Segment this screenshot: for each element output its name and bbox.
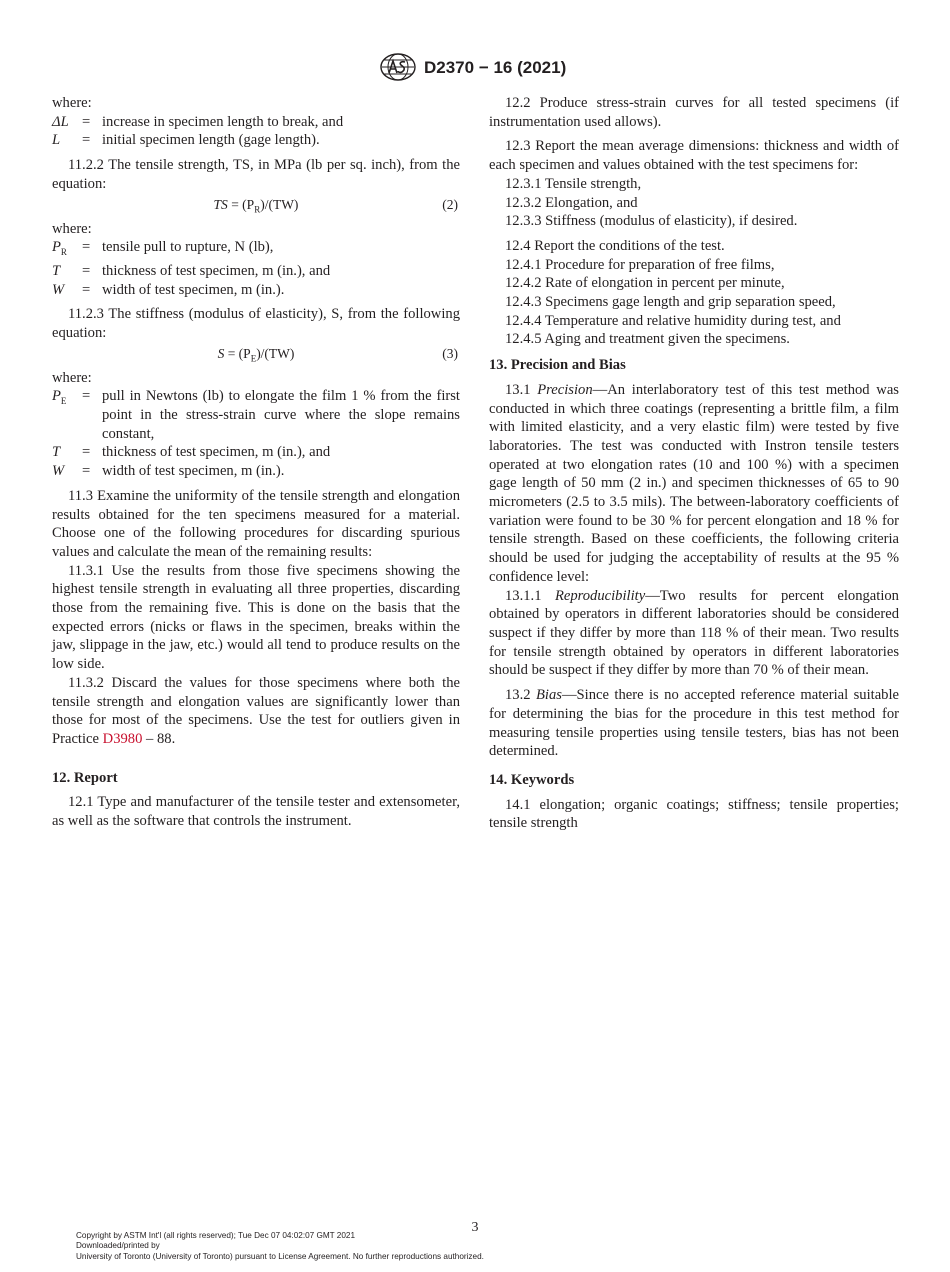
equals: =: [82, 113, 91, 130]
equals: =: [82, 262, 91, 279]
paragraph-13-1-1: 13.1.1 Reproducibility—Two results for percent elongation obtained by operators in different laboratories should be considered suspect if they differ by more than 118 % of their mean. Two results for tensile strength obtained by operators in different laboratories should be suspect if they differ by more than 70 % of their mean.: [489, 587, 899, 679]
symbol: W: [52, 463, 65, 480]
list-item: 12.3.1 Tensile strength,: [505, 175, 642, 192]
paragraph-13-1: 13.1 Precision—An interlaboratory test of this test method was conducted in which three coatings (representing a brittle film, a film with limited elasticity, and a very elastic film) were tested by five laboratories. The test was conducted with Instron tensile testers operated at two elongation rates (10 and 100 %) with a specimen gage length of 50 mm (2 in.) and specimen thicknesses of 65 to 90 micrometers (2.5 to 3.5 mils). The between-laboratory coefficients of variation were found to be 30 % for percent elongation and 18 % for tensile strength. Based on these coefficients, the following criteria should be used for judging the acceptability of results at the 95 % confidence level:: [489, 381, 899, 585]
paragraph-11-2-3: 11.2.3 The stiffness (modulus of elasticity), S, from the following equation:: [52, 306, 460, 341]
symbol: W: [52, 281, 65, 298]
copyright-notice: [76, 1231, 484, 1262]
where-label: where:: [52, 369, 92, 386]
definition-list: [52, 387, 460, 481]
equals: =: [82, 388, 91, 405]
left-column: [52, 94, 460, 831]
paragraph-11-3: 11.3 Examine the uniformity of the tensile strength and elongation results obtained for the ten specimens measured for a material. Choose one of the following procedures for discarding spurious values and calculate the mean of the remaining results:: [52, 487, 460, 560]
definition-text: width of test specimen, m (in.).: [102, 463, 285, 480]
license-line: University of Toronto (University of Toronto) pursuant to License Agreement. No further reproductions authorized.: [76, 1251, 484, 1261]
list-item: 12.4.1 Procedure for preparation of free films,: [505, 256, 775, 273]
definition-list: [52, 113, 460, 150]
paragraph-12-2: 12.2 Produce stress-strain curves for all tested specimens (if instrumentation used allows).: [489, 95, 899, 130]
list-item: 12.4.2 Rate of elongation in percent per minute,: [505, 275, 785, 292]
section-heading-13: 13. Precision and Bias: [489, 357, 626, 374]
definition-text: thickness of test specimen, m (in.), and: [102, 262, 331, 279]
paragraph-14-1: 14.1 elongation; organic coatings; stiffness; tensile properties; tensile strength: [489, 796, 899, 832]
definition-item: [52, 238, 460, 262]
where-label: where:: [52, 220, 92, 237]
paragraph-12-4: 12.4 Report the conditions of the test.: [505, 237, 725, 254]
definition-item: [52, 443, 460, 462]
section-heading-12: 12. Report: [52, 769, 118, 786]
paragraph-11-3-1: 11.3.1 Use the results from those five specimens showing the highest tensile strength in evaluating all three properties, discarding those from the remaining five. This is done on the basis that the expected errors (nicks or flaws in the specimen, breaks within the jaw, slippage in the jaw, etc.) would all tend to produce results on the low side.: [52, 562, 460, 673]
equals: =: [82, 132, 91, 149]
paragraph-11-2-2: 11.2.2 The tensile strength, TS, in MPa (lb per sq. inch), from the equation:: [52, 157, 460, 192]
definition-text: tensile pull to rupture, N (lb),: [102, 239, 274, 256]
download-line: Downloaded/printed by: [76, 1241, 160, 1251]
paragraph-12-3: 12.3 Report the mean average dimensions: thickness and width of each specimen and values obtained with the test specimens for:: [489, 138, 899, 174]
definition-item: [52, 113, 460, 132]
list-item: 12.4.4 Temperature and relative humidity during test, and: [505, 312, 841, 329]
where-label: where:: [52, 95, 92, 111]
page-number: 3: [471, 1220, 479, 1235]
equals: =: [82, 463, 91, 480]
symbol: ΔL: [52, 113, 69, 130]
symbol: $P_E$: [52, 388, 67, 407]
equals: =: [82, 444, 91, 461]
definition-list: [52, 238, 460, 299]
definition-text: thickness of test specimen, m (in.), and: [102, 444, 331, 461]
definition-text: increase in specimen length to break, and: [102, 113, 344, 130]
list-item: 12.3.2 Elongation, and: [505, 194, 638, 211]
definition-item: [52, 281, 460, 300]
definition-text: pull in Newtons (lb) to elongate the film 1 % from the first point in the stress-strain curve where the slope remains constant,: [102, 388, 460, 442]
paragraph-13-2: 13.2 Bias—Since there is no accepted reference material suitable for determining the bias for the procedure in this test method for measuring tensile properties using tensile testers, bias has not been determined.: [489, 687, 899, 760]
equation-number: (2): [442, 196, 458, 212]
definition-item: [52, 462, 460, 481]
paragraph-12-1: 12.1 Type and manufacturer of the tensile tester and extensometer, as well as the software that controls the instrument.: [52, 794, 460, 830]
section-heading-14: 14. Keywords: [489, 771, 575, 788]
list-item: 12.4.5 Aging and treatment given the specimens.: [505, 331, 790, 348]
symbol: T: [52, 444, 61, 461]
list-item: 12.4.3 Specimens gage length and grip separation speed,: [505, 294, 836, 311]
symbol: L: [52, 132, 61, 149]
equals: =: [82, 239, 91, 256]
list-item: 12.3.3 Stiffness (modulus of elasticity), if desired.: [505, 213, 798, 230]
practice-d3980-link[interactable]: D3980: [102, 731, 143, 747]
right-column: [489, 94, 899, 833]
document-id: D2370 − 16 (2021): [424, 58, 567, 77]
equation-3: [52, 345, 460, 367]
definition-item: [52, 262, 460, 281]
paragraph-11-3-2: 11.3.2 Discard the values for those specimens where both the tensile strength and elongation values are significantly lower than those for most of the specimens. Use the test for outliers given in Practice D3980 – 88.: [52, 674, 460, 747]
definition-text: width of test specimen, m (in.).: [102, 281, 285, 298]
page-header: [0, 52, 950, 84]
copyright-line: Copyright by ASTM Int'l (all rights reserved); Tue Dec 07 04:02:07 GMT 2021: [76, 1231, 356, 1240]
equation-expression: $S = (P_E)/(TW)$: [217, 345, 295, 364]
equation-number: (3): [442, 345, 458, 361]
equals: =: [82, 281, 91, 298]
definition-item: [52, 387, 460, 443]
equation-2: [52, 196, 460, 218]
definition-text: initial specimen length (gage length).: [102, 132, 320, 149]
astm-logo-icon: [379, 52, 417, 82]
definition-item: [52, 131, 460, 150]
equation-expression: TS = $(P_R)/(TW)$: [213, 196, 299, 215]
symbol: $P_R$: [52, 239, 67, 258]
symbol: T: [52, 262, 61, 279]
